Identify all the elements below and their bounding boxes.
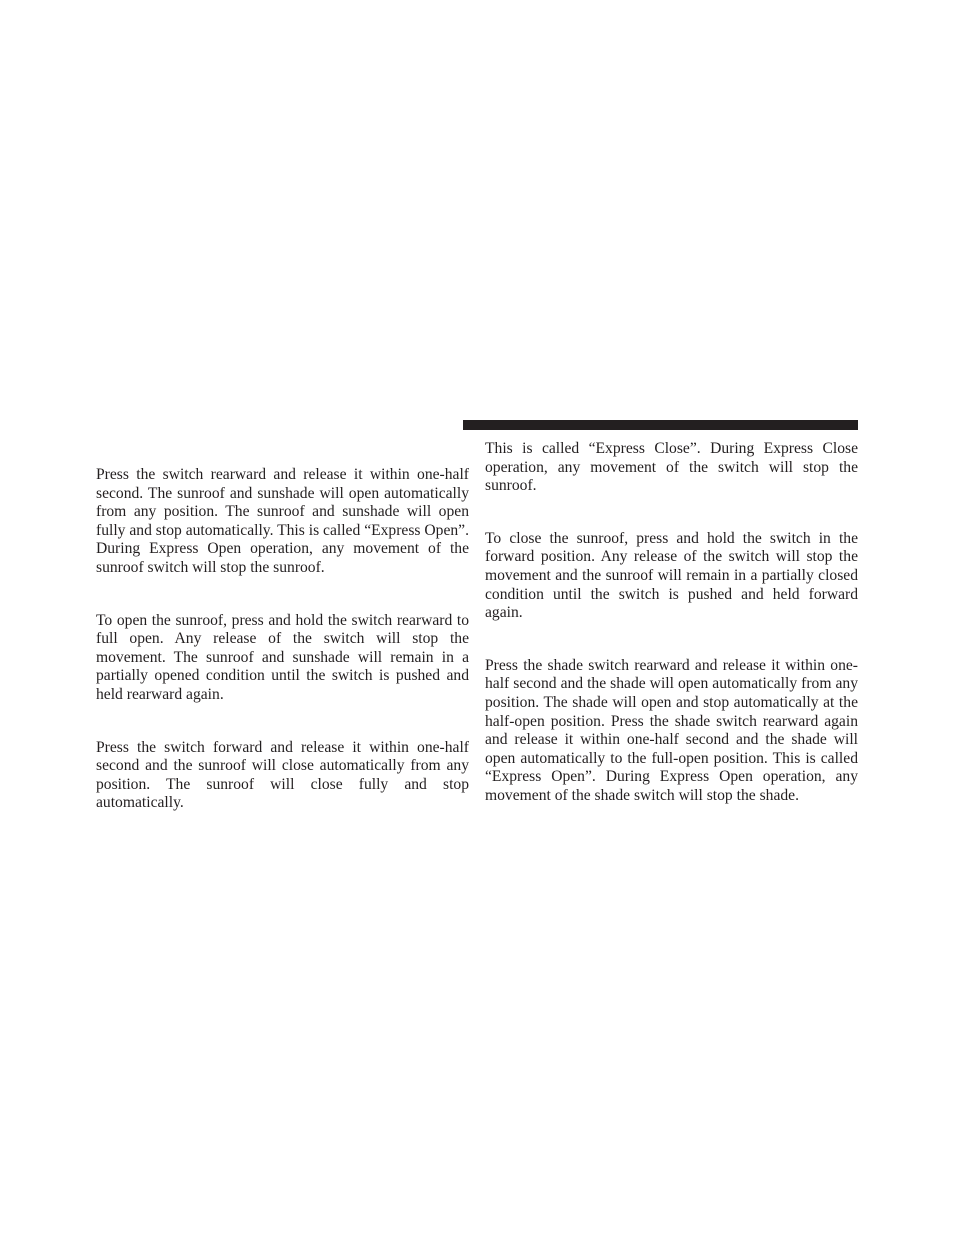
heading-space (96, 578, 469, 612)
heading-space (96, 705, 469, 739)
paragraph-shade-express-open: Press the shade switch rearward and release it within one-half second and the shade will open automatically from any position. The shade will open and stop automatically at the half-open position. Press the shade switch rearward again and release it within one-half second and the shade will open automatically to the full-open position. This is called “Express Open”. During Express Open operation, any movement of the shade switch will stop the shade. (485, 656, 858, 804)
paragraph-express-close: Press the switch forward and release it within one-half second and the sunroof will close automatically from any position. The sunroof will close fully and stop automatically. (96, 738, 469, 812)
heading-space (485, 623, 858, 657)
heading-space (485, 496, 858, 530)
paragraph-manual-close: To close the sunroof, press and hold the switch in the forward position. Any release of the switch will stop the movement and the sunroof will remain in a partially closed condition until the switch is pushed and held forward again. (485, 529, 858, 622)
left-column (96, 466, 469, 813)
paragraph-express-close-continued: This is called “Express Close”. During Express Close operation, any movement of the switch will stop the sunroof. (485, 440, 858, 495)
right-column (485, 440, 858, 806)
section-header-bar (463, 420, 858, 430)
paragraph-express-open: Press the switch rearward and release it within one-half second. The sunroof and sunshade will open automatically from any position. The sunroof and sunshade will open fully and stop automatically. This is called “Express Open”. During Express Open operation, any movement of the sunroof switch will stop the sunroof. (96, 466, 469, 576)
paragraph-manual-open: To open the sunroof, press and hold the switch rearward to full open. Any release of the switch will stop the movement. The sunroof and sunshade will remain in a partially opened condition until the switch is pushed and held rearward again. (96, 611, 469, 703)
